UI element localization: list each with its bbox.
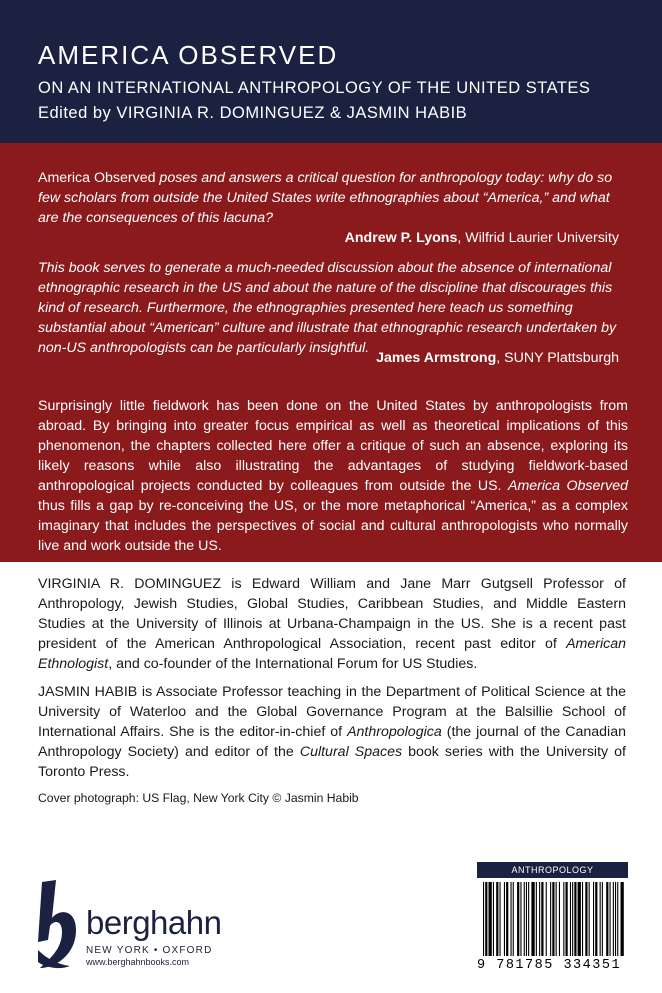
barcode-bar: [511, 882, 512, 956]
barcode-bar: [536, 882, 537, 956]
publisher-name: berghahn: [86, 904, 222, 941]
description-text-1: Surprisingly little fieldwork has been done on the United States by anthropologists from abroad. By bringing into greater focus empirical as well as theoretical implications of this phenomenon, the chapters collected here offer a critique of such an absence, exploring its likely reasons while also illustrating the advantages of studying fieldwork-based anthropological projects conducted by colleagues from outside the US.: [38, 398, 628, 494]
barcode-bar: [613, 882, 614, 956]
isbn-right-digits: 334351: [563, 958, 622, 973]
barcode-bar: [559, 882, 560, 956]
barcode-bar: [541, 882, 543, 956]
barcode-bar: [617, 882, 618, 956]
barcode-bar: [578, 882, 581, 956]
isbn-lead-digit: 9: [477, 958, 487, 973]
cover-photo-credit: Cover photograph: US Flag, New York City © Jasmin Habib: [38, 791, 359, 805]
book-title: AMERICA OBSERVED: [38, 40, 339, 70]
barcode-bar: [552, 882, 554, 956]
barcode-bar: [506, 882, 508, 956]
barcode-bar: [621, 882, 624, 956]
barcode-bar: [520, 882, 521, 956]
barcode-bar: [595, 882, 597, 956]
barcode-bar: [610, 882, 611, 956]
bio-2-text-2: (the journal of the Canadian Anthropology Society) and editor of the: [38, 724, 626, 760]
barcode-bar: [563, 882, 564, 956]
bio-1-name: VIRGINIA R. DOMINGUEZ: [38, 576, 221, 592]
barcode-bar: [556, 882, 557, 956]
barcode-bar: [546, 882, 547, 956]
barcode-bar: [528, 882, 529, 956]
bio-1-text-1: is Edward William and Jane Marr Gutgsell Professor of Anthropology, Jewish Studies, Global Studies, Caribbean Studies, and Middle Eastern Studies at the University of Illinois at Urbana-Champaign in the US. She is a recent past president of the American Anthropological Association, recent past editor of: [38, 576, 627, 652]
description-book-title: America Observed: [507, 478, 629, 494]
book-subtitle: ON AN INTERNATIONAL ANTHROPOLOGY OF THE UNITED STATES: [38, 79, 591, 97]
publisher-website: www.berghahnbooks.com: [86, 957, 190, 967]
review-1-quote: [38, 168, 623, 228]
barcode-bar: [531, 882, 534, 956]
berghahn-logo-icon: [36, 880, 80, 970]
barcode-bar: [602, 882, 603, 956]
publisher-cities: NEW YORK • OXFORD: [86, 945, 213, 956]
review-2-attribution: [376, 348, 619, 368]
barcode-bar: [526, 882, 527, 956]
review-1-attribution: [345, 228, 619, 248]
isbn-number: [477, 958, 628, 973]
barcode-bar: [600, 882, 601, 956]
review-1-author: Andrew P. Lyons: [344, 230, 458, 246]
barcode-bar: [582, 882, 583, 956]
review-2-quote: This book serves to generate a much-needed discussion about the absence of international ethnographic research in the US and about the nature of the discipline that discourages this kind of research. Furthermore, the ethnographies presented here teach us something substantial about “American” culture and illustrate that ethnographic research undertaken by non-US anthropologists can be particularly insightful.: [38, 260, 617, 356]
barcode-bar: [570, 882, 571, 956]
editor-bio-dominguez: [38, 574, 626, 674]
isbn-left-digits: 781785: [496, 958, 554, 973]
bio-2-name: JASMIN HABIB: [38, 684, 138, 700]
barcode-bar: [615, 882, 616, 956]
barcode-bar: [585, 882, 587, 956]
barcode-bar: [539, 882, 540, 956]
barcode-bar: [513, 882, 514, 956]
barcode-bar: [500, 882, 501, 956]
bio-2-text-1: is Associate Professor teaching in the Department of Political Science at the University of Waterloo and the Global Governance Program at the Balsillie School of International Affairs. She is the editor-in-chief of: [38, 684, 627, 740]
description-text-2: thus fills a gap by re-conceiving the US, or the more metaphorical “America,” as a complex imaginary that includes the perspectives of social and cultural anthropologists who normally live and work outside the US.: [38, 498, 628, 554]
barcode-bar: [517, 882, 519, 956]
book-editors: Edited by VIRGINIA R. DOMINGUEZ & JASMIN HABIB: [38, 104, 468, 122]
barcode-bar: [493, 882, 494, 956]
barcode-bar: [483, 882, 484, 956]
review-1-text: poses and answers a critical question for anthropology today: why do so few scholars from outside the United States write ethnographies about “America,” and what are the consequences of this lacuna?: [38, 170, 613, 226]
barcode-bar: [566, 882, 568, 956]
barcode-bar: [589, 882, 590, 956]
barcode-bar: [606, 882, 608, 956]
subject-category-label: ANTHROPOLOGY: [477, 862, 628, 878]
barcode-bar: [572, 882, 573, 956]
praise-and-blurb-panel: [0, 143, 662, 562]
title-banner: [0, 0, 662, 143]
barcode-bar: [524, 882, 525, 956]
review-1-book-title: America Observed: [38, 170, 156, 186]
barcode-bar: [574, 882, 576, 956]
editor-bio-habib: [38, 682, 626, 782]
barcode-bar: [550, 882, 551, 956]
book-description: [38, 396, 628, 556]
review-2-affiliation: , SUNY Plattsburgh: [496, 350, 619, 366]
review-1-affiliation: , Wilfrid Laurier University: [457, 230, 619, 246]
bio-2-journal: Anthropologica: [347, 724, 442, 740]
barcode-bar: [496, 882, 498, 956]
barcode-bar: [489, 882, 492, 956]
bio-1-text-2: , and co-founder of the International Forum for US Studies.: [108, 656, 478, 672]
bio-1-journal: American Ethnologist: [38, 636, 626, 672]
barcode-bar: [504, 882, 505, 956]
bio-2-series: Cultural Spaces: [299, 744, 403, 760]
review-2-author: James Armstrong: [376, 350, 497, 366]
barcode-bar: [593, 882, 594, 956]
isbn-barcode: [477, 880, 628, 958]
bio-2-text-3: book series with the University of Toronto Press.: [38, 744, 626, 780]
barcode-bar: [485, 882, 487, 956]
